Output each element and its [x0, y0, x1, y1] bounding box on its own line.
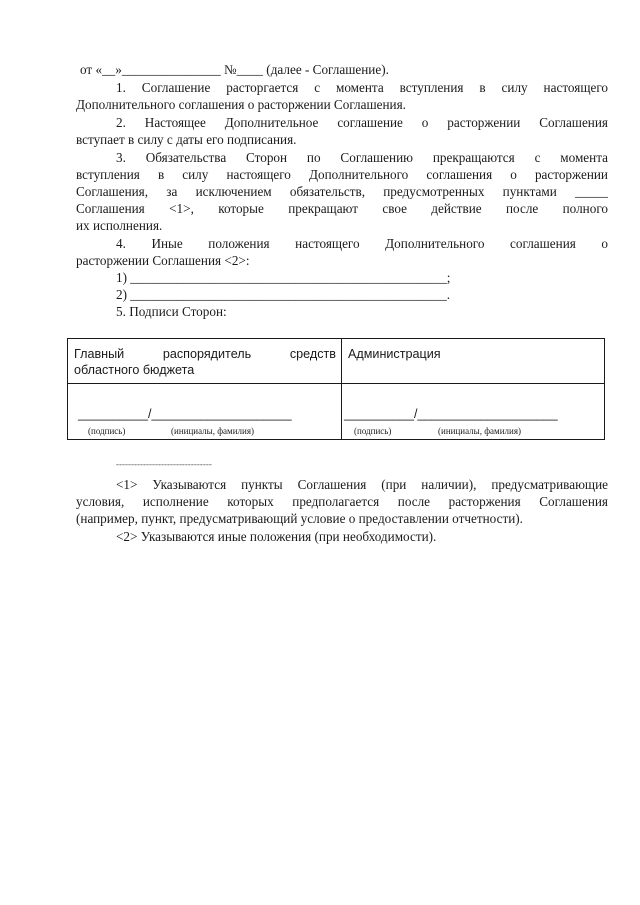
footnote-1-line-3: (например, пункт, предусматривающий условие о предоставлении отчетности).	[76, 511, 523, 526]
footnote-2: <2> Указываются иные положения (при необходимости).	[116, 529, 437, 544]
clause-2-line-1: 2. Настоящее Дополнительное соглашение о расторжении Соглашения	[116, 115, 608, 130]
right-caption-signature: (подпись)	[354, 426, 392, 436]
clause-3-line-2: вступления в силу настоящего Дополнительного соглашения о расторжении	[76, 167, 608, 182]
footnote-separator: --------------------------------	[116, 459, 212, 469]
clause-5-line: 5. Подписи Сторон:	[116, 304, 227, 319]
table-row-divider	[68, 383, 604, 384]
clause-2-line-2: вступает в силу с даты его подписания.	[76, 132, 297, 147]
signature-table	[67, 338, 605, 440]
clause-4-item-2: 2) ________________________________________________.	[116, 287, 451, 302]
right-party-title: Администрация	[348, 347, 441, 361]
table-column-divider	[341, 339, 342, 439]
clause-3-line-4: Соглашения <1>, которые прекращают свое действие после полного	[76, 201, 608, 216]
left-party-title-line-1: Главный распорядитель средств	[74, 347, 336, 361]
footnote-1-line-1: <1> Указываются пункты Соглашения (при наличии), предусматривающие	[116, 477, 608, 492]
left-party-title-line-2: областного бюджета	[74, 363, 195, 377]
clause-3-line-3: Соглашения, за исключением обязательств, предусмотренных пунктами _____	[76, 184, 608, 199]
clause-4-line-1: 4. Иные положения настоящего Дополнительного соглашения о	[116, 236, 608, 251]
clause-1-line-2: Дополнительного соглашения о расторжении Соглашения.	[76, 97, 406, 112]
left-signature-line: __________/____________________	[78, 407, 292, 421]
clause-1-line-1: 1. Соглашение расторгается с момента вступления в силу настоящего	[116, 80, 608, 95]
right-caption-initials: (инициалы, фамилия)	[438, 426, 521, 436]
header-line: от «__»_______________ №____ (далее - Соглашение).	[80, 62, 389, 77]
left-caption-signature: (подпись)	[88, 426, 126, 436]
right-signature-line: __________/____________________	[344, 407, 558, 421]
footnote-1-line-2: условия, исполнение которых предполагается после расторжения Соглашения	[76, 494, 608, 509]
clause-4-line-2: расторжении Соглашения <2>:	[76, 253, 250, 268]
clause-3-line-1: 3. Обязательства Сторон по Соглашению прекращаются с момента	[116, 150, 608, 165]
clause-3-line-5: их исполнения.	[76, 218, 163, 233]
clause-4-item-1: 1) ________________________________________________;	[116, 270, 451, 285]
left-caption-initials: (инициалы, фамилия)	[171, 426, 254, 436]
